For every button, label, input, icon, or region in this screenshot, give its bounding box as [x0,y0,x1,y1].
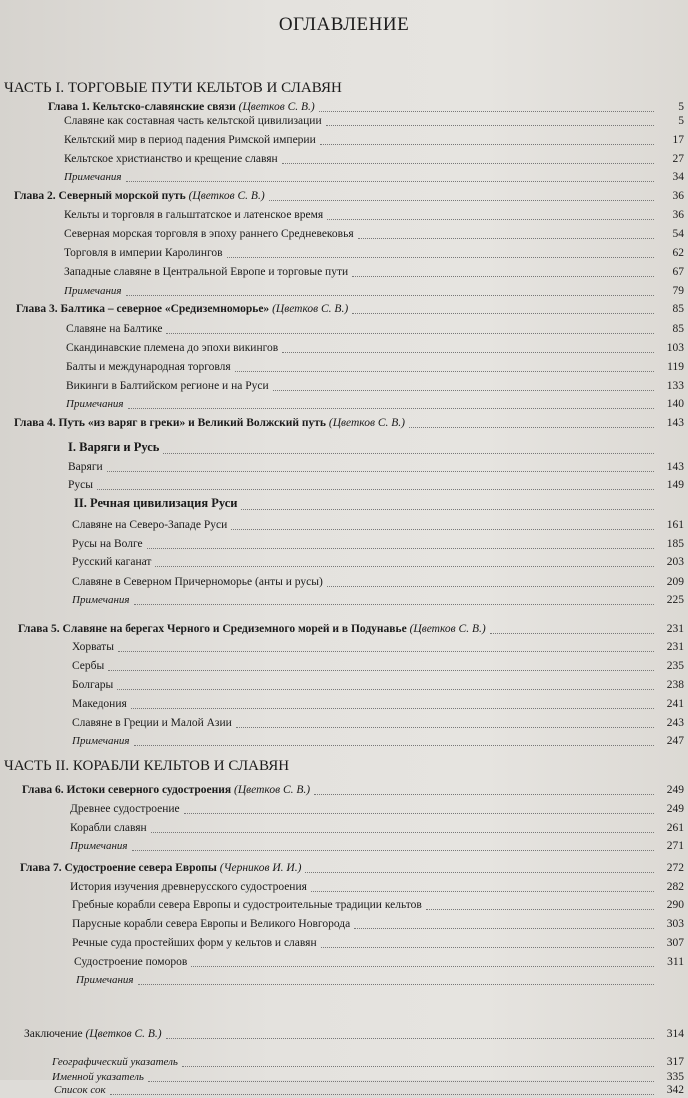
toc-entry-label: Русы [68,479,93,491]
page-number: 5 [678,115,684,127]
toc-entry-label: Кельтское христианство и крещение славян [64,153,278,165]
dot-leader [426,909,654,910]
page-number: 314 [666,1028,684,1040]
toc-row [0,128,688,148]
chapter-title: Глава 1. Кельтско-славянские связи [48,101,236,113]
dot-leader [269,200,654,201]
toc-row [0,550,688,570]
page-number: 17 [672,134,684,146]
page-number: 231 [666,641,684,653]
dot-leader [166,1038,654,1039]
dot-leader [235,371,654,372]
toc-entry-label: Западные славяне в Центральной Европе и торговые пути [64,266,349,278]
toc-row [0,875,688,895]
toc-entry-label: Примечания [72,594,130,606]
toc-row [0,654,688,674]
page-number: 317 [666,1056,684,1068]
dot-leader [352,313,654,314]
toc-row [0,473,688,493]
toc-row [0,617,688,637]
toc-entry-label: Список сок [54,1084,106,1096]
toc-row [0,570,688,590]
toc-row [0,931,688,951]
dot-leader [131,708,654,709]
chapter-title: Глава 3. Балтика – северное «Средиземноморье» [16,303,270,315]
dot-leader [352,276,654,277]
toc-entry-label: Болгары [72,679,114,691]
dot-leader [110,1094,654,1095]
dot-leader [321,947,654,948]
dot-leader [227,257,654,258]
toc-row [0,109,688,129]
toc-entry-label: Балты и международная торговля [66,361,231,373]
dot-leader [128,408,654,409]
page-number: 238 [666,679,684,691]
toc-row [0,893,688,913]
page-number: 342 [666,1084,684,1096]
page-number: 247 [666,735,684,747]
dot-leader [236,727,654,728]
toc-row [0,222,688,242]
dot-leader [241,509,654,510]
toc-entry-label: Славяне как составная часть кельтской цивилизации [64,115,322,127]
toc-row [0,797,688,817]
page-number: 303 [666,918,684,930]
toc-entry-label: Примечания [76,974,134,986]
toc-row [0,279,688,299]
toc-row [0,260,688,280]
toc-entry-label: Примечания [64,285,122,297]
toc-entry-label: II. Речная цивилизация Руси [74,496,238,510]
dot-leader [231,529,654,530]
toc-entry-label: Примечания [72,735,130,747]
toc-row [0,355,688,375]
toc-row [0,834,688,854]
page-number: 149 [666,479,684,491]
dot-leader [320,144,654,145]
dot-leader [163,453,654,454]
toc-entry-label: I. Варяги и Русь [68,440,160,454]
toc-row [0,856,688,876]
toc-row [0,1078,688,1098]
toc-entry-label: Именной указатель [52,1071,144,1083]
toc-row [0,336,688,356]
toc-entry-label: Примечания [66,398,124,410]
toc-row [0,165,688,185]
toc-entry-label: Судостроение поморов [74,956,188,968]
chapter-author: (Цветков С. В.) [234,784,311,796]
toc-entry-label: История изучения древнерусского судостроения [70,881,307,893]
dot-leader [117,689,654,690]
toc-row [0,317,688,337]
page-number: 225 [666,594,684,606]
chapter-author: (Цветков С. В.) [409,623,486,635]
toc-entry-label [16,303,348,315]
dot-leader [327,586,654,587]
toc-row [0,968,688,988]
toc-entry-label: Примечания [70,840,128,852]
chapter-title: Глава 6. Истоки северного судостроения [22,784,232,796]
toc-row [0,778,688,798]
dot-leader [327,219,654,220]
toc-entry-label: Славяне на Северо-Западе Руси [72,519,228,531]
page-number: 203 [666,556,684,568]
page-number: 85 [672,303,684,315]
toc-row [0,588,688,608]
chapter-author: (Цветков С. В.) [238,101,315,113]
toc-entry-label [24,1028,162,1040]
toc-row [0,374,688,394]
chapter-author: (Цветков С. В.) [272,303,349,315]
page-number: 307 [666,937,684,949]
toc-entry-label: Корабли славян [70,822,147,834]
toc-row [0,1022,688,1042]
toc-row [0,711,688,731]
page-number: 209 [666,576,684,588]
chapter-title: Глава 7. Судостроение севера Европы [20,862,217,874]
toc-entry-label: Парусные корабли севера Европы и Великого Новгорода [72,918,351,930]
chapter-title: Заключение [24,1028,83,1040]
page-number: 79 [672,285,684,297]
page-number: 27 [672,153,684,165]
toc-entry-label: Русы на Волге [72,538,143,550]
page-number: 241 [666,698,684,710]
toc-entry-label: Сербы [72,660,105,672]
toc-row [0,816,688,836]
toc-row [0,635,688,655]
dot-leader [311,891,654,892]
dot-leader [118,651,654,652]
page-number: 261 [666,822,684,834]
toc-entry-label: Славяне на Балтике [66,323,163,335]
page-number: 243 [666,717,684,729]
dot-leader [126,181,654,182]
chapter-title: Глава 4. Путь «из варяг в греки» и Великий Волжский путь [14,417,327,429]
toc-entry-label: Кельты и торговля в гальштатское и латенское время [64,209,324,221]
dot-leader [108,670,654,671]
dot-leader [107,471,654,472]
page-number: 133 [666,380,684,392]
toc-row [0,493,688,513]
page-number: 282 [666,881,684,893]
toc-entry-label: Хорваты [72,641,114,653]
toc-entry-label: Славяне в Греции и Малой Азии [72,717,232,729]
dot-leader [282,352,654,353]
page-number: 85 [672,323,684,335]
page-number: 271 [666,840,684,852]
page-number: 235 [666,660,684,672]
dot-leader [282,163,654,164]
dot-leader [184,813,654,814]
chapter-title: Глава 2. Северный морской путь [14,190,186,202]
toc-row [0,692,688,712]
chapter-author: (Цветков С. В.) [188,190,265,202]
page-number: 290 [666,899,684,911]
dot-leader [134,604,654,605]
part-1-title: ЧАСТЬ I. ТОРГОВЫЕ ПУТИ КЕЛЬТОВ И СЛАВЯН [4,80,342,96]
page-number: 36 [672,209,684,221]
toc-entry-label: Скандинавские племена до эпохи викингов [66,342,279,354]
page-number: 161 [666,519,684,531]
page-number: 62 [672,247,684,259]
page-number: 231 [666,623,684,635]
toc-entry-label: Македония [72,698,127,710]
page-number: 67 [672,266,684,278]
toc-row [0,147,688,167]
chapter-author: (Цветков С. В.) [85,1028,162,1040]
toc-entry-label: Торговля в империи Каролингов [64,247,223,259]
toc-entry-label [20,862,301,874]
dot-leader [155,566,654,567]
toc-entry-label [18,623,486,635]
page-number: 54 [672,228,684,240]
part-2-title: ЧАСТЬ II. КОРАБЛИ КЕЛЬТОВ И СЛАВЯН [4,758,290,774]
toc-row [0,184,688,204]
toc-entry-label: Географический указатель [52,1056,178,1068]
chapter-author: (Цветков С. В.) [328,417,405,429]
toc-entry-label [14,190,265,202]
page-number: 185 [666,538,684,550]
toc-entry-label: Примечания [64,171,122,183]
toc-row [0,673,688,693]
dot-leader [134,745,654,746]
dot-leader [358,238,654,239]
toc-row [0,912,688,932]
page-number: 335 [666,1071,684,1083]
toc-entry-label [14,417,405,429]
toc-row [0,532,688,552]
chapter-author: (Черников И. И.) [219,862,302,874]
chapter-title: Глава 5. Славяне на берегах Черного и Средиземного морей и в Подунавье [18,623,407,635]
dot-leader [151,832,654,833]
page-number: 34 [672,171,684,183]
dot-leader [147,548,654,549]
toc-row [0,392,688,412]
toc-entry-label: Древнее судостроение [70,803,180,815]
dot-leader [354,928,654,929]
toc-entry-label: Русский каганат [72,556,152,568]
dot-leader [409,427,654,428]
page-number: 143 [666,461,684,473]
dot-leader [326,125,654,126]
page-number: 36 [672,190,684,202]
toc-row [0,437,688,457]
toc-row [0,297,688,317]
dot-leader [191,966,654,967]
dot-leader [166,333,654,334]
toc-entry-label: Варяги [68,461,103,473]
page-number: 5 [678,101,684,113]
toc-entry-label: Северная морская торговля в эпоху раннего Средневековья [64,228,354,240]
page-number: 249 [666,784,684,796]
page-number: 311 [667,956,684,968]
toc-row [0,203,688,223]
page-number: 140 [666,398,684,410]
page-number: 249 [666,803,684,815]
toc-row [0,513,688,533]
toc-row [0,241,688,261]
toc-entry-label: Гребные корабли севера Европы и судостроительные традиции кельтов [72,899,422,911]
page-number: 143 [666,417,684,429]
toc-row [0,411,688,431]
toc-row [0,729,688,749]
toc-row [0,950,688,970]
toc-entry-label: Речные суда простейших форм у кельтов и славян [72,937,317,949]
dot-leader [490,633,654,634]
dot-leader [138,984,654,985]
dot-leader [97,489,654,490]
toc-entry-label [22,784,310,796]
dot-leader [132,850,654,851]
page-title: ОГЛАВЛЕНИЕ [278,14,410,35]
page-number: 103 [666,342,684,354]
toc-row [0,455,688,475]
toc-entry-label: Викинги в Балтийском регионе и на Руси [66,380,269,392]
dot-leader [273,390,654,391]
page-number: 272 [666,862,684,874]
toc-entry-label: Кельтский мир в период падения Римской империи [64,134,316,146]
dot-leader [314,794,654,795]
toc-entry-label: Славяне в Северном Причерноморье (анты и русы) [72,576,323,588]
dot-leader [305,872,654,873]
dot-leader [126,295,654,296]
page-number: 119 [667,361,684,373]
